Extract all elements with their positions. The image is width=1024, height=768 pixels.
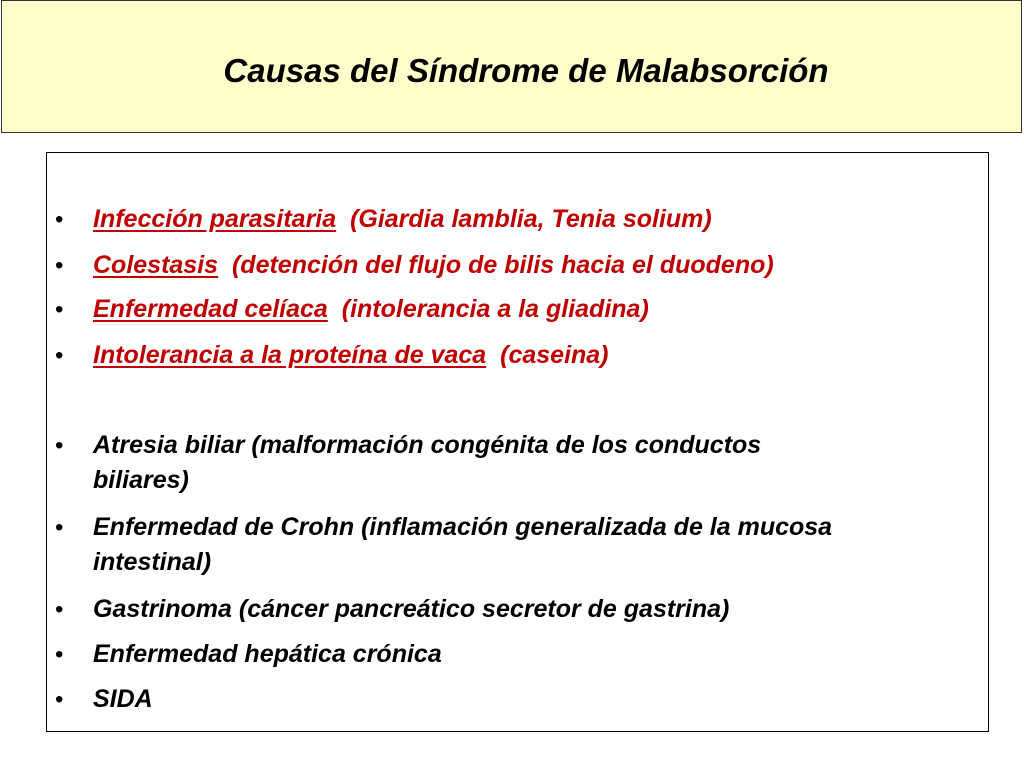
item-line-1: Atresia biliar (malformación congénita de los conductos: [93, 431, 762, 459]
bullet-icon: •: [55, 641, 64, 668]
cause-description: (caseina): [500, 341, 609, 369]
item-text: [93, 338, 983, 373]
cause-term: Infección parasitaria: [93, 205, 337, 233]
item-text: Gastrinoma (cáncer pancreático secretor de gastrina): [93, 595, 730, 623]
title-banner: [1, 0, 1022, 133]
item-line-2: intestinal): [93, 548, 212, 576]
item-text: [93, 428, 983, 498]
cause-term: Enfermedad celíaca: [93, 295, 328, 323]
cause-term: Colestasis: [93, 251, 219, 279]
bullet-icon: •: [55, 686, 64, 713]
item-text: SIDA: [93, 685, 153, 713]
bullet-icon: •: [55, 206, 64, 233]
cause-description: (detención del flujo de bilis hacia el duodeno): [231, 251, 774, 279]
item-line-2: biliares): [93, 466, 189, 494]
bullet-icon: •: [55, 596, 64, 623]
bullet-icon: •: [55, 432, 64, 459]
bullet-icon: •: [55, 514, 64, 541]
item-line-1: Enfermedad de Crohn (inflamación generalizada de la mucosa: [93, 513, 833, 541]
bullet-icon: •: [55, 342, 64, 369]
item-text: [93, 292, 983, 327]
content-panel: [46, 152, 989, 732]
cause-term: Intolerancia a la proteína de vaca: [93, 341, 487, 369]
bullet-icon: •: [55, 252, 64, 279]
bullet-icon: •: [55, 296, 64, 323]
slide-title: Causas del Síndrome de Malabsorción: [223, 52, 829, 89]
cause-description: (intolerancia a la gliadina): [341, 295, 649, 323]
cause-description: (Giardia lamblia, Tenia solium): [350, 205, 712, 233]
item-text: [93, 248, 983, 283]
item-text: [93, 510, 983, 580]
item-text: [93, 202, 983, 237]
item-text: Enfermedad hepática crónica: [93, 640, 442, 668]
